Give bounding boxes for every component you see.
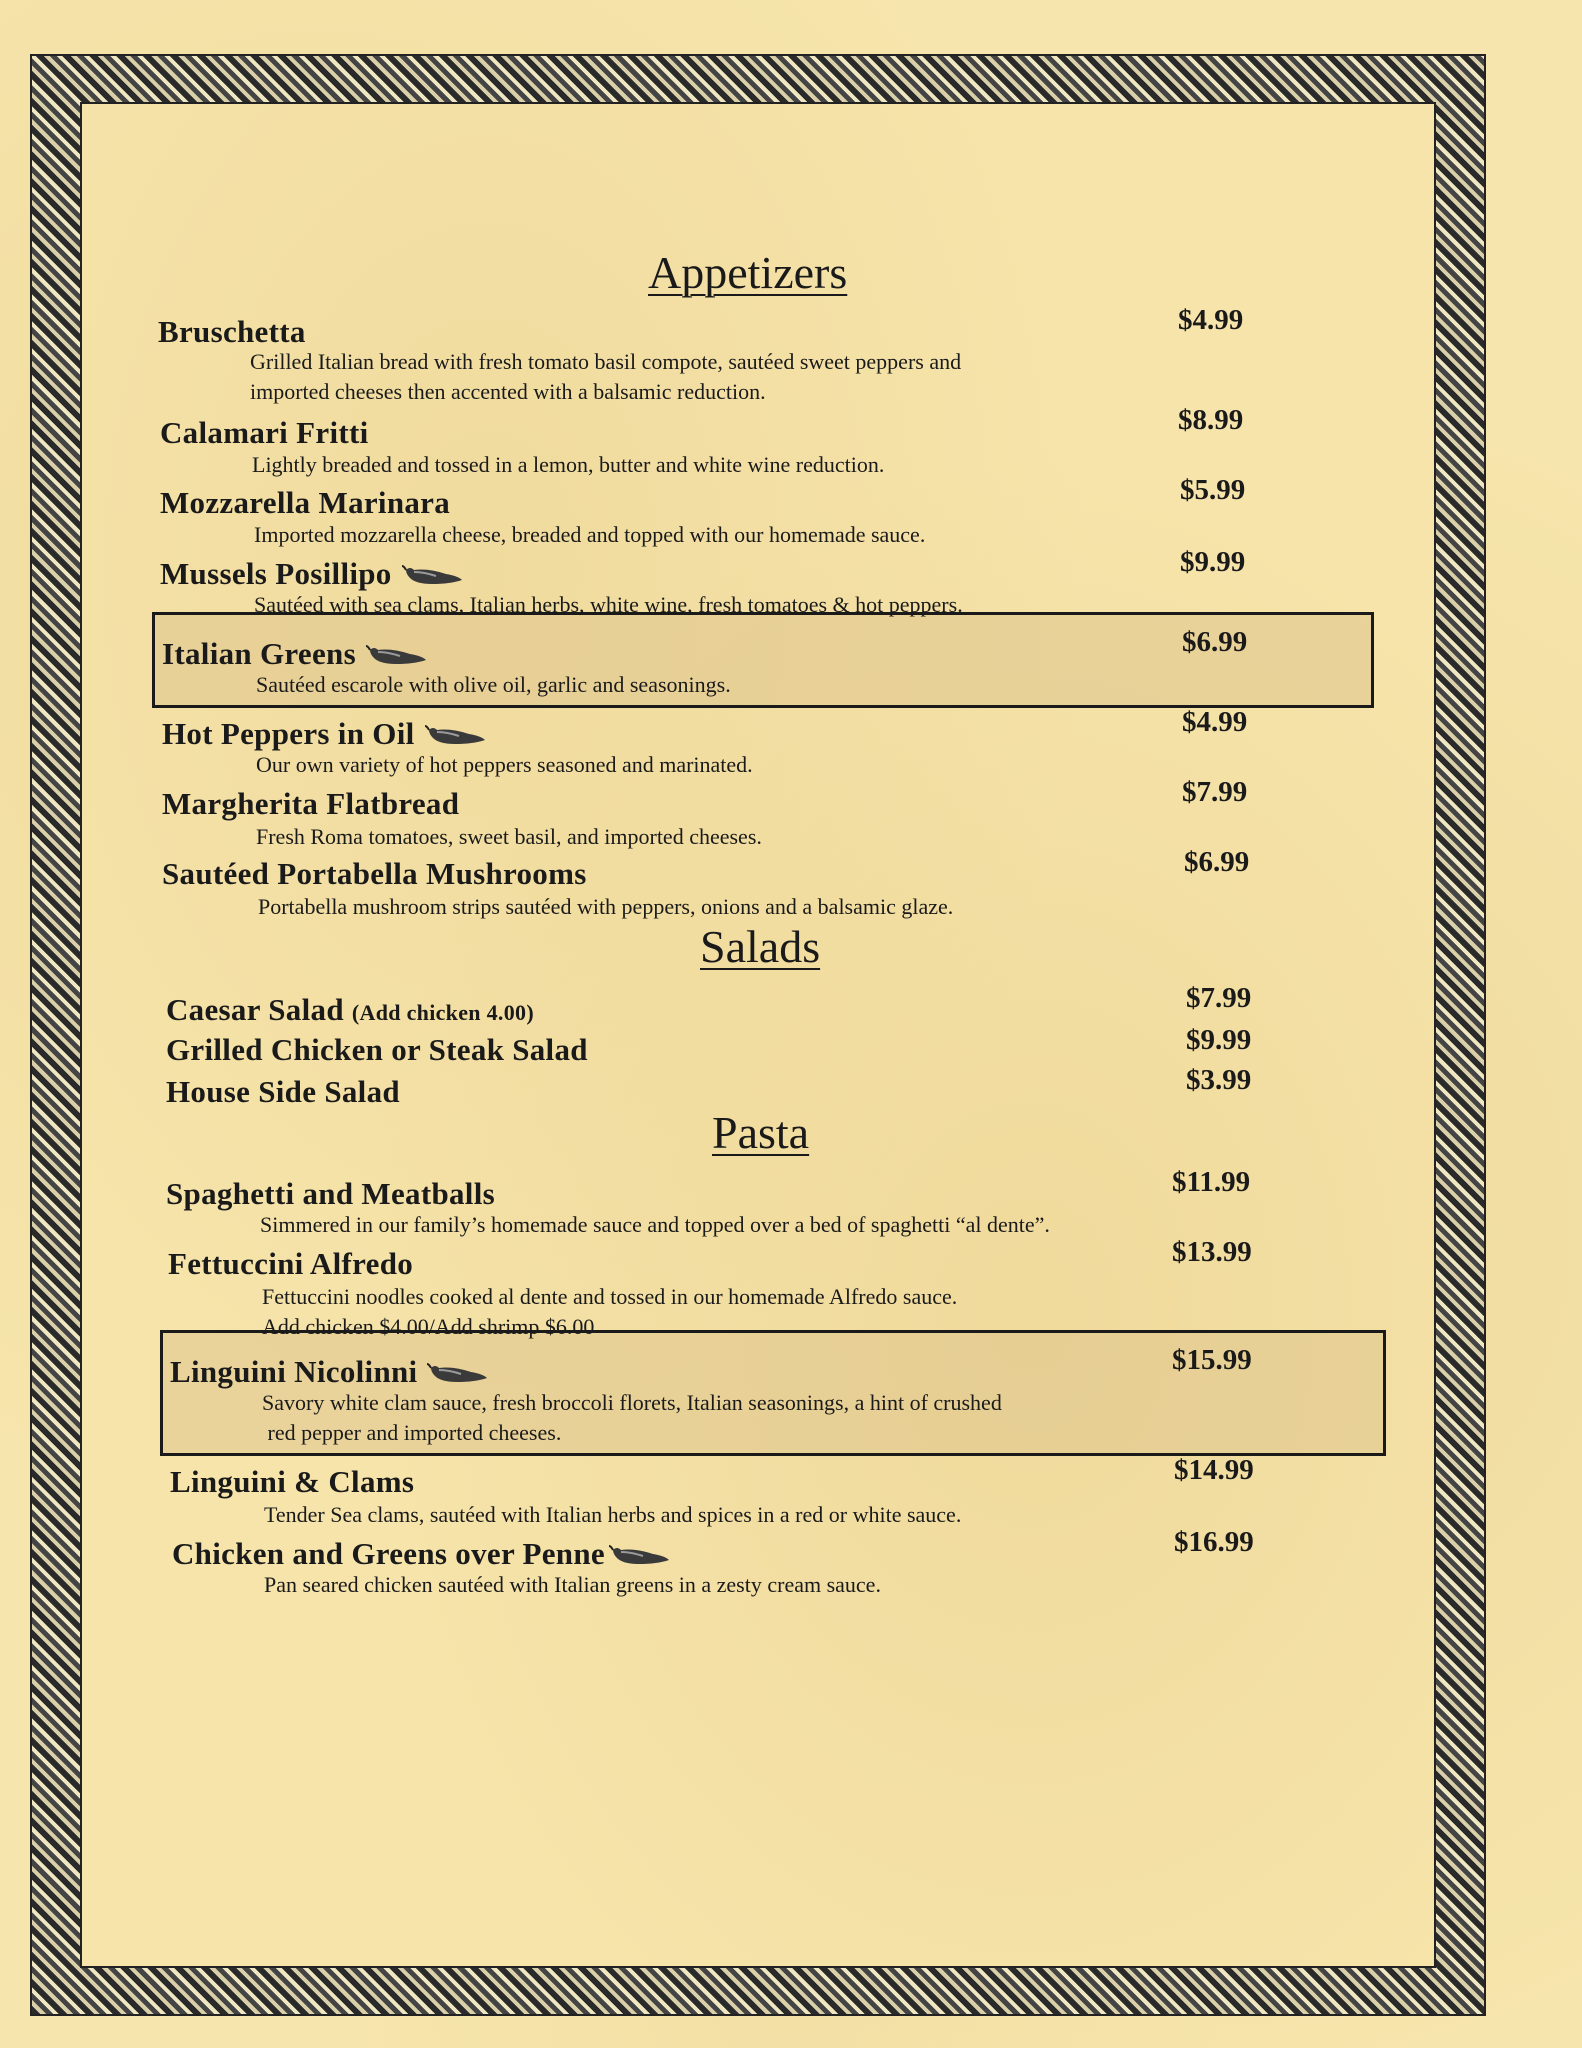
- item-price-grilled-chicken-steak-salad: $9.99: [1186, 1024, 1252, 1056]
- item-desc-sauteed-portabella-mushrooms: Portabella mushroom strips sautéed with peppers, onions and a balsamic glaze.: [258, 894, 954, 919]
- item-name-linguini-nicolinni: [170, 1354, 489, 1390]
- item-name-margherita-flatbread: Margherita Flatbread: [162, 786, 460, 821]
- item-desc-chicken-and-greens-over-penne: Pan seared chicken sautéed with Italian greens in a zesty cream sauce.: [264, 1572, 881, 1597]
- item-name-house-side-salad: House Side Salad: [166, 1074, 400, 1109]
- chili-pepper-icon: [402, 564, 464, 590]
- item-desc-mozzarella-marinara: Imported mozzarella cheese, breaded and topped with our homemade sauce.: [254, 522, 926, 547]
- item-name-caesar-salad-text: Caesar Salad: [166, 992, 344, 1027]
- item-name-fettuccini-alfredo: Fettuccini Alfredo: [168, 1246, 414, 1281]
- item-price-sauteed-portabella-mushrooms: $6.99: [1184, 846, 1250, 878]
- item-desc-bruschetta-2: imported cheeses then accented with a balsamic reduction.: [250, 379, 766, 404]
- item-name-spaghetti-and-meatballs: Spaghetti and Meatballs: [166, 1176, 495, 1211]
- item-price-calamari-fritti: $8.99: [1178, 404, 1244, 436]
- item-name-chicken-greens-text: Chicken and Greens over Penne: [172, 1536, 605, 1571]
- item-name-hot-peppers-text: Hot Peppers in Oil: [162, 716, 415, 751]
- item-name-chicken-and-greens-over-penne: [172, 1536, 671, 1572]
- item-name-sauteed-portabella-mushrooms: Sautéed Portabella Mushrooms: [162, 856, 587, 891]
- item-desc-linguini-nicolinni-2: red pepper and imported cheeses.: [262, 1420, 562, 1445]
- item-price-mussels-posillipo: $9.99: [1180, 546, 1246, 578]
- item-desc-hot-peppers-in-oil: Our own variety of hot peppers seasoned and marinated.: [256, 752, 753, 777]
- item-price-bruschetta: $4.99: [1178, 304, 1244, 336]
- item-desc-fettuccini-alfredo-1: Fettuccini noodles cooked al dente and tossed in our homemade Alfredo sauce.: [262, 1284, 958, 1309]
- item-price-linguini-nicolinni: $15.99: [1172, 1344, 1252, 1376]
- item-desc-margherita-flatbread: Fresh Roma tomatoes, sweet basil, and imported cheeses.: [256, 824, 762, 849]
- item-name-grilled-chicken-steak-salad: Grilled Chicken or Steak Salad: [166, 1032, 588, 1067]
- item-price-italian-greens: $6.99: [1182, 626, 1248, 658]
- section-title-pasta: Pasta: [712, 1107, 810, 1158]
- item-name-calamari-fritti: Calamari Fritti: [160, 415, 369, 450]
- item-price-house-side-salad: $3.99: [1186, 1064, 1252, 1096]
- item-name-mozzarella-marinara: Mozzarella Marinara: [160, 485, 451, 520]
- item-price-mozzarella-marinara: $5.99: [1180, 474, 1246, 506]
- item-desc-calamari-fritti: Lightly breaded and tossed in a lemon, butter and white wine reduction.: [252, 452, 885, 477]
- item-price-linguini-and-clams: $14.99: [1174, 1454, 1254, 1486]
- item-name-hot-peppers-in-oil: [162, 716, 487, 752]
- item-price-spaghetti-and-meatballs: $11.99: [1172, 1166, 1251, 1198]
- item-desc-mussels-posillipo: Sautéed with sea clams, Italian herbs, white wine, fresh tomatoes & hot peppers.: [254, 592, 963, 617]
- item-name-caesar-salad: [166, 992, 534, 1028]
- item-name-mussels-posillipo-text: Mussels Posillipo: [160, 556, 392, 591]
- section-title-salads: Salads: [700, 921, 821, 972]
- item-desc-fettuccini-alfredo-2: Add chicken $4.00/Add shrimp $6.00: [262, 1314, 595, 1339]
- item-desc-linguini-and-clams: Tender Sea clams, sautéed with Italian herbs and spices in a red or white sauce.: [264, 1502, 962, 1527]
- item-name-italian-greens-text: Italian Greens: [162, 636, 356, 671]
- item-price-chicken-and-greens-over-penne: $16.99: [1174, 1526, 1254, 1558]
- item-desc-spaghetti-and-meatballs: Simmered in our family’s homemade sauce and topped over a bed of spaghetti “al dente”.: [260, 1212, 1050, 1237]
- item-desc-italian-greens: Sautéed escarole with olive oil, garlic and seasonings.: [256, 672, 731, 697]
- chili-pepper-icon: [366, 644, 428, 670]
- item-price-caesar-salad: $7.99: [1186, 982, 1252, 1014]
- item-name-linguini-and-clams: Linguini & Clams: [170, 1464, 415, 1499]
- chili-pepper-icon: [609, 1544, 671, 1570]
- item-note-caesar-salad: (Add chicken 4.00): [351, 1000, 534, 1025]
- chili-pepper-icon: [427, 1362, 489, 1388]
- chili-pepper-icon: [425, 724, 487, 750]
- item-price-fettuccini-alfredo: $13.99: [1172, 1236, 1252, 1268]
- item-name-mussels-posillipo: [160, 556, 464, 592]
- item-desc-bruschetta-1: Grilled Italian bread with fresh tomato basil compote, sautéed sweet peppers and: [250, 349, 962, 374]
- item-price-margherita-flatbread: $7.99: [1182, 776, 1248, 808]
- item-desc-linguini-nicolinni-1: Savory white clam sauce, fresh broccoli florets, Italian seasonings, a hint of crushed: [262, 1390, 1002, 1415]
- section-title-appetizers: Appetizers: [648, 247, 848, 298]
- item-name-italian-greens: [162, 636, 428, 672]
- item-price-hot-peppers-in-oil: $4.99: [1182, 706, 1248, 738]
- item-name-linguini-nicolinni-text: Linguini Nicolinni: [170, 1354, 418, 1389]
- item-name-bruschetta: Bruschetta: [158, 314, 306, 349]
